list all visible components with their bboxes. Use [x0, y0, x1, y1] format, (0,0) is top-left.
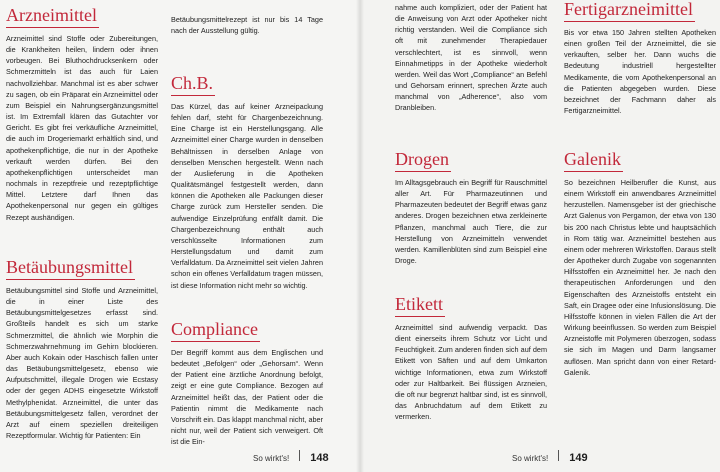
- right-page: [360, 0, 720, 472]
- entry-betaeubungsmittel: [6, 256, 158, 441]
- entry-heading: Galenik: [564, 148, 621, 172]
- entry-drogen: [395, 148, 547, 266]
- entry-body: So bezeichnen Heilberufler die Kunst, aus einem Wirkstoff ein anwendbares Arzneimittel herzustellen. Namensgeber ist der griechische Arzt Galenus von Pergamon, der etwa von 130 bis 200 nach Christus lebte und hauptsächlich in Rom tätig war. Arzneimittel bestehen aus einem oder mehreren Wirkstoffen. Daraus stellt der Apotheker durch Zugabe von sogenannten Hilfsstoffen ein Arzneimittel her. Je nach den therapeutischen Anforderungen und den Eigenschaften des Arzneistoffs entsteht ein Saft, ein Dragee oder eine Infusionslösung. Die Hilfsstoffe können in vielen Fällen die Art der Wirkung beeinflussen. So werden zum Beispiel Arzneistoffe mit Polymeren überzogen, sodass sie sich im Magen und Darm langsamer auflösen. Man spricht dann von einer Retard-Galenik.: [564, 178, 716, 377]
- entry-fertigarzneimittel: [564, 0, 716, 116]
- footer-divider: [299, 450, 300, 461]
- page-footer: [253, 450, 329, 464]
- page-footer: [512, 450, 588, 464]
- entry-heading: Compliance: [171, 318, 258, 342]
- entry-arzneimittel: [6, 4, 158, 223]
- entry-ch-b: [171, 72, 323, 291]
- entry-body: Arzneimittel sind aufwendig verpackt. Das dient einerseits ihrem Schutz vor Licht und Feuchtigkeit. Zum anderen finden sich auf dem Etikett von Säften und auf dem Umkarton wichtige Informationen, etwa zum Wirkstoff oder zur Haltbarkeit. Bei flüssigen Arzneien, die oft nur begrenzt haltbar sind, ist es sinnvoll, das Anbruchdatum auf dem Etikett zu vermerken.: [395, 323, 547, 422]
- entry-body: Bis vor etwa 150 Jahren stellten Apotheken einen großen Teil der Arzneimittel, die sie verkauften, selber her. Dann wuchs die Bedeutung industriell hergestellter Medikamente, die vom Apothekenpersonal an die Patienten abgegeben wurden. Diese bezeichnet der Fachmann daher als Fertigarzneimittel.: [564, 28, 716, 116]
- entry-continuation: [171, 14, 323, 36]
- entry-body: nahme auch kompliziert, oder der Patient hat die Anweisung von Arzt oder Apotheker nicht richtig verstanden. Weil die Compliance sich oft mit zunehmender Therapiedauer verschlechtert, ist es sinnvoll, wenn Einnahmetipps in der Apotheke wiederholt werden. Weil das Wort „Compliance“ an Befehl und Gehorsam erinnert, sprechen Ärzte auch manchmal von „Adherence“, also vom Dranbleiben.: [395, 3, 547, 113]
- entry-compliance: [171, 318, 323, 447]
- entry-heading: Ch.B.: [171, 72, 213, 96]
- entry-heading: Drogen: [395, 148, 449, 172]
- entry-heading: Etikett: [395, 293, 443, 317]
- book-gutter: [356, 0, 364, 472]
- entry-body: Das Kürzel, das auf keiner Arzneipackung fehlen darf, steht für Chargenbezeichnung. Eine Charge ist ein Herstellungsgang. Alle Arzneimittel einer Charge wurden in denselben Behältnissen in derselben Anlage von denselben Menschen hergestellt. Wenn nach der Auslieferung in die Apotheken Qualitätsmängel festgestellt werden, dann können die Apotheken alle Packungen dieser Charge zurück zum Hersteller senden. Die aufwendige Einzelprüfung entfällt damit. Die Chargenbezeichnung enthält auch verschlüsselte Informationen zum Herstellungsdatum und damit zum Verfalldatum. Da Arzneimittel seit vielen Jahren schon ein offenes Verfalldatum tragen müssen, ist diese Information nicht mehr so wichtig.: [171, 102, 323, 290]
- entry-body: Arzneimittel sind Stoffe oder Zubereitungen, die Krankheiten heilen, lindern oder ihnen vorbeugen. Bei Bluthochdrucksenkern oder Schmerzmitteln ist das auch für Laien nachvollziehbar. Manchmal ist es aber schwer zu sagen, ob ein Präparat ein Arzneimittel oder zum Beispiel ein Nahrungsergänzungsmittel ist. Im Extremfall klären das Gutachter vor Gericht. Es gibt frei verkäufliche Arzneimittel, die auch im Drogeriemarkt erhältlich sind, und apothekenpflichtige, die nur in der Apotheke verkauft werden dürfen. Bei den apothekenpflichtigen unterscheidet man nochmals in rezeptfreie und rezeptpflichtige Mittel. Letztere darf Ihnen das Apothekenpersonal nur gegen ein gültiges Rezept aushändigen.: [6, 34, 158, 222]
- running-title: So wirkt's!: [512, 454, 549, 463]
- entry-continuation: [395, 2, 547, 114]
- page-number: 149: [569, 452, 588, 464]
- entry-body: Im Alltagsgebrauch ein Begriff für Rauschmittel aller Art. Für Pharmazeutinnen und Pharmazeuten bedeutet der Begriff etwas ganz anderes. Drogen bezeichnen etwa zerkleinerte Pflanzen, manchmal auch Tiere, die zur Herstellung von Arzneimitteln verwendet werden. Kamillenblüten sind zum Beispiel eine Droge.: [395, 178, 547, 266]
- footer-divider: [558, 450, 559, 461]
- entry-body: Betäubungsmittel sind Stoffe und Arzneimittel, die in einer Liste des Betäubungsmittelgesetzes erfasst sind. Großteils handelt es sich um starke Schmerzmittel, die ähnlich wie Morphin die Schmerzwahrnehmung im Gehirn blockieren. Aber auch Kokain oder Haschisch fallen unter das Betäubungsmittelgesetz, ebenso wie Aufputschmittel, illegale Drogen wie Ecstasy oder der gegen ADHS eingesetzte Wirkstoff Methylphenidat. Arzneimittel, die unter das Betäubungsmittelgesetz fallen, verordnet der Arzt auf einem speziellen dreiteiligen Rezeptformular. Wichtig für Patienten: Ein: [6, 286, 158, 441]
- entry-body: Betäubungsmittelrezept ist nur bis 14 Tage nach der Ausstellung gültig.: [171, 15, 323, 36]
- entry-heading: Fertigarzneimittel: [564, 0, 693, 22]
- entry-etikett: [395, 293, 547, 422]
- entry-heading: Arzneimittel: [6, 4, 97, 28]
- entry-galenik: [564, 148, 716, 378]
- entry-body: Der Begriff kommt aus dem Englischen und bedeutet „Befolgen“ oder „Gehorsam“. Wenn der Patient eine ärztliche Anordnung befolgt, zeigt er eine gute Compliance. Bezogen auf Arzneimittel heißt das, der Patient oder die Patientin nimmt die Medikamente nach Vorschrift ein. Das klappt manchmal nicht, aber nicht nur, weil der Patient sich verweigert. Oft ist die Ein-: [171, 348, 323, 447]
- running-title: So wirkt's!: [253, 454, 290, 463]
- entry-heading: Betäubungsmittel: [6, 256, 133, 280]
- page-number: 148: [310, 452, 329, 464]
